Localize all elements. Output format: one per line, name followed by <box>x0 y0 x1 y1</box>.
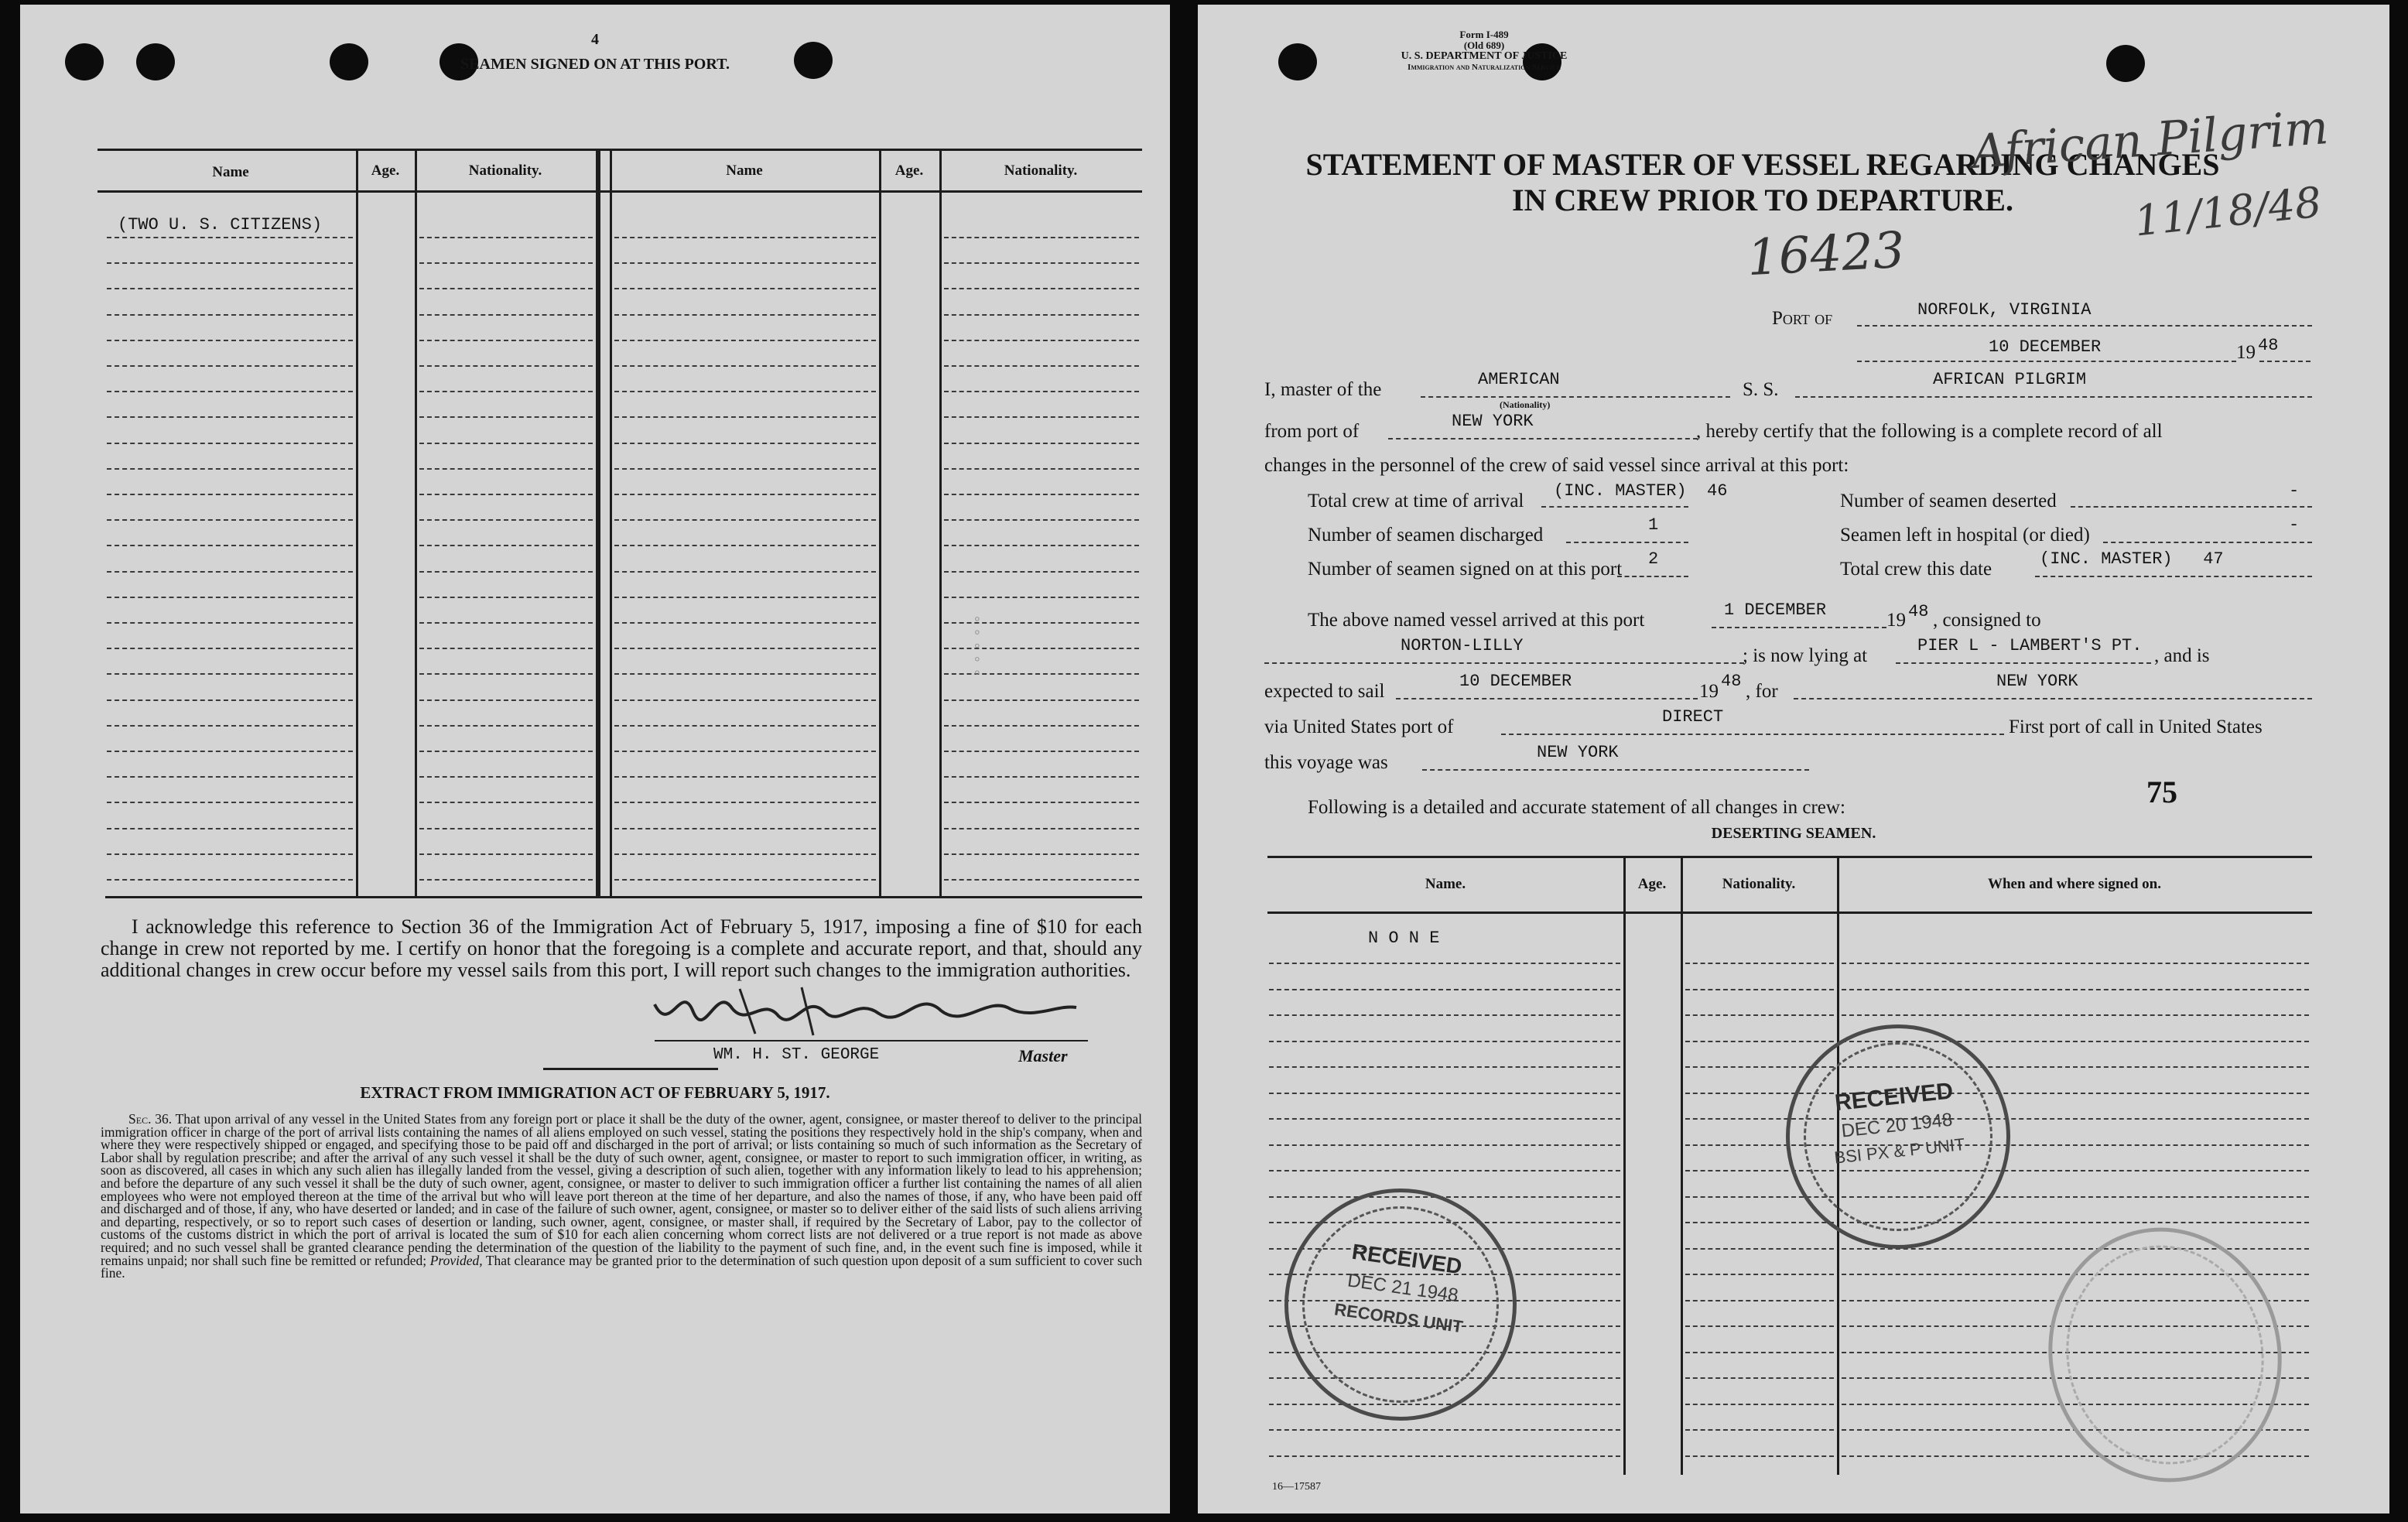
ss-label: S. S. <box>1743 379 1779 400</box>
column-header: When and where signed on. <box>1987 876 2161 892</box>
extract-body: That upon arrival of any vessel in the United States from any foreign port or place it shall be the duty of the owner, agent, consignee, or master thereof to deliver to the principal immigration officer in charge of the port of arrival lists containing the names of all aliens employed on such vessel, stating the positions they respectively hold in the ship's company, when and where they were respectively shipped or engaged, and specifying those to be paid off and discharged in the port of arrival; or lists containing so much of such information as the Secretary of Labor shall by regulation prescribe; and after the arrival of any such vessel it shall be the duty of such owner, agent, consignee, or master to report to such immigration officer, in writing, as soon as discovered, all cases in which any such alien has illegally landed from the vessel, giving a description of such alien, together with any information likely to lead to his apprehension; and before the departure of any such vessel it shall be the duty of such owner, agent, consignee, or master to deliver to such immigration officer a further list containing the names of all alien employees who were not employed thereon at the time of the arrival but who will leave port thereon at the time of her departure, and also the names of those, if any, who have been paid off and discharged and of those, if any, who have deserted or landed; and in case of the failure of such owner, agent, consignee, or master so to deliver either of the said lists of such aliens arriving and departing, respectively, or so to report such cases of desertion or landing, such owner, agent, consignee, or master shall, if required by the Secretary of Labor, pay to the collector of customs of the customs district in which the port of arrival is located the sum of $10 for each alien concerning whom correct lists are not delivered or a true report is not made as above required; and no such vessel shall be granted clearance pending the determination of the question of the liability to the payment of such fine, and, in the event such fine is imposed, while it remains unpaid; nor shall such fine be remitted or refunded; <box>101 1111 1142 1268</box>
table-row-line <box>614 443 876 444</box>
agency-name: U. S. DEPARTMENT OF JUSTICE <box>1401 50 1568 62</box>
port-value: NORFOLK, VIRGINIA <box>1917 300 2092 320</box>
table-column-rule <box>1623 856 1626 1475</box>
table-row-line <box>1685 1325 1834 1327</box>
table-row-line <box>614 648 876 649</box>
table-row-line <box>614 802 876 803</box>
first-call-label: First port of call in United States <box>2009 717 2263 737</box>
arrived-label: The above named vessel arrived at this port <box>1308 610 1645 631</box>
table-row-line <box>1685 1014 1834 1016</box>
column-header: Age. <box>894 162 924 179</box>
table-row-line <box>1269 1170 1620 1171</box>
table-row-line <box>944 519 1139 521</box>
table-row-line <box>614 725 876 727</box>
table-row-line <box>107 879 353 881</box>
table-row-line <box>1269 963 1620 964</box>
table-row-line <box>944 237 1139 238</box>
table-row-line <box>107 597 353 598</box>
table-row-line <box>107 443 353 444</box>
table-row-line <box>107 468 353 470</box>
table-row-line <box>614 545 876 546</box>
stamp-date: DEC 21 1948 <box>1346 1270 1460 1307</box>
table-row-line <box>1685 989 1834 990</box>
table-row-line <box>107 828 353 829</box>
table-row-line <box>614 262 876 264</box>
table-row-line <box>944 468 1139 470</box>
table-row-line <box>944 802 1139 803</box>
following-text: Following is a detailed and accurate statement of all changes in crew: <box>1308 797 1845 818</box>
separator-rule <box>543 1068 718 1070</box>
year-prefix: 19 <box>2236 342 2256 363</box>
arrived-year-value: 48 <box>1908 602 1929 621</box>
for-label: , for <box>1746 681 1778 702</box>
table-row-line <box>944 725 1139 727</box>
table-row-line <box>419 519 593 521</box>
table-row-line <box>944 571 1139 573</box>
right-page <box>1198 5 2389 1513</box>
table-row-line <box>419 340 593 341</box>
table-row-line <box>944 443 1139 444</box>
and-is-label: , and is <box>2154 645 2210 666</box>
fill-line <box>1857 325 2312 327</box>
table-row-line <box>419 237 593 238</box>
table-column-rule <box>596 149 600 896</box>
table-row-line <box>614 571 876 573</box>
via-value: DIRECT <box>1662 707 1724 727</box>
stamp-date: DEC 20 1948 <box>1840 1109 1954 1142</box>
table-row-line <box>1269 1041 1620 1042</box>
table-row-line <box>107 494 353 495</box>
table-row-line <box>1269 1429 1620 1431</box>
table-column-rule <box>939 149 942 896</box>
total-arrival-label: Total crew at time of arrival <box>1308 491 1524 511</box>
table-row-line <box>614 879 876 881</box>
table-row-line <box>944 828 1139 829</box>
table-row-line <box>944 314 1139 316</box>
stamp-received: RECEIVED <box>1833 1078 1955 1117</box>
footer-code: 16—17587 <box>1272 1481 1321 1493</box>
sail-year-value: 48 <box>1721 672 1742 691</box>
table-row-line <box>614 751 876 752</box>
table-row-line <box>614 622 876 624</box>
extract-proviso-label: Provided, <box>429 1252 483 1268</box>
table-row-line <box>944 853 1139 855</box>
port-label: Port of <box>1772 308 1833 329</box>
table-row-line <box>614 853 876 855</box>
table-row-line <box>107 416 353 418</box>
table-rule <box>1267 911 2312 914</box>
table-row-line <box>107 288 353 289</box>
received-stamp-records <box>1270 1174 1532 1436</box>
extract-text <box>101 1113 1142 1280</box>
table-row-line <box>614 699 876 701</box>
stamp-unit: RECORDS UNIT <box>1332 1299 1465 1337</box>
table-row-line <box>1842 1014 2309 1016</box>
table-row-line <box>614 519 876 521</box>
from-port-value: NEW YORK <box>1452 412 1534 431</box>
page-mark: 75 <box>2146 775 2177 809</box>
table-row-line <box>614 314 876 316</box>
table-row-line <box>944 776 1139 778</box>
sail-label: expected to sail <box>1264 681 1385 702</box>
table-row-line <box>944 751 1139 752</box>
deserted-value: - <box>2289 481 2300 501</box>
table-row-line <box>1685 1404 1834 1405</box>
signature-line <box>655 1040 1088 1041</box>
total-today-label: Total crew this date <box>1840 559 1992 580</box>
table-row-line <box>107 262 353 264</box>
table-row-line <box>107 237 353 238</box>
fill-line <box>1795 396 2312 398</box>
table-row-line <box>614 237 876 238</box>
table-row-line <box>419 416 593 418</box>
fill-line <box>2259 361 2311 362</box>
table-row-line <box>419 751 593 752</box>
table-row-line <box>419 648 593 649</box>
table-rule <box>105 896 1142 898</box>
from-port-label: from port of <box>1264 421 1360 442</box>
arrived-year-prefix: 19 <box>1886 610 1906 631</box>
section-title: SEAMEN SIGNED ON AT THIS PORT. <box>460 56 730 73</box>
signed-on-value: 2 <box>1648 549 1659 569</box>
table-column-rule <box>356 149 358 896</box>
table-row-line <box>944 494 1139 495</box>
table-row-line <box>944 879 1139 881</box>
table-row-line <box>1685 1300 1834 1301</box>
table-row-line <box>419 391 593 392</box>
punch-hole <box>1278 43 1317 80</box>
fill-line <box>1857 361 2236 362</box>
column-header: Age. <box>1637 876 1667 892</box>
fill-line <box>1794 698 2312 699</box>
column-header: Age. <box>371 162 400 179</box>
table-row-line <box>419 725 593 727</box>
table-rule <box>1267 856 2312 858</box>
column-header: Name <box>212 164 249 180</box>
table-row-line <box>419 443 593 444</box>
form-title-line2: IN CREW PRIOR TO DEPARTURE. <box>1512 183 2013 217</box>
table-row-line <box>419 673 593 675</box>
table-row-line <box>419 262 593 264</box>
table-row-line <box>1685 963 1834 964</box>
table-row-line <box>419 622 593 624</box>
table-row-line <box>107 314 353 316</box>
signed-on-label: Number of seamen signed on at this port <box>1308 559 1623 580</box>
table-row-line <box>614 391 876 392</box>
consigned-label: , consigned to <box>1933 610 2041 631</box>
table-row-line <box>944 340 1139 341</box>
berth-value: PIER L - LAMBERT'S PT. <box>1917 636 2143 655</box>
table-row-line <box>419 288 593 289</box>
table-row-line <box>419 545 593 546</box>
table-row-line <box>419 365 593 367</box>
form-number-line: Form I-489 <box>1459 29 1509 40</box>
signature <box>647 973 1080 1043</box>
discharged-label: Number of seamen discharged <box>1308 525 1544 546</box>
faint-stamp <box>2025 1206 2305 1503</box>
fill-line <box>1264 662 1744 664</box>
table-row-line <box>419 571 593 573</box>
hospital-label: Seamen left in hospital (or died) <box>1840 525 2090 546</box>
punch-hole <box>2106 45 2145 82</box>
nationality-caption: (Nationality) <box>1500 399 1551 410</box>
table-row-line <box>944 288 1139 289</box>
fill-line <box>2103 542 2312 543</box>
left-page <box>20 5 1170 1513</box>
table-row-line <box>107 853 353 855</box>
table-row-line <box>107 340 353 341</box>
faint-stamp: ◦ ◦ ◦ ◦ ◦ <box>968 616 987 677</box>
form-number <box>1368 29 1600 73</box>
table-row-line <box>107 699 353 701</box>
table-row-line <box>614 776 876 778</box>
column-header: Nationality. <box>468 162 542 179</box>
table-row-line <box>944 416 1139 418</box>
table-row-line <box>944 391 1139 392</box>
table-row: (TWO U. S. CITIZENS) <box>118 215 323 234</box>
discharged-value: 1 <box>1648 515 1659 535</box>
table-row-line <box>944 545 1139 546</box>
extract-title: EXTRACT FROM IMMIGRATION ACT OF FEBRUARY 5, 1917. <box>360 1083 830 1102</box>
table-row-line <box>419 802 593 803</box>
table-row-line <box>107 648 353 649</box>
table-column-rule <box>610 149 612 896</box>
table-row-line <box>419 879 593 881</box>
fill-line <box>2035 576 2312 577</box>
lying-label: ; is now lying at <box>1743 645 1868 666</box>
table-rule <box>97 190 1142 193</box>
table-row-line <box>1842 963 2309 964</box>
table-column-rule <box>415 149 417 896</box>
table-row-line <box>107 725 353 727</box>
table-row-line <box>614 597 876 598</box>
master-label: Master <box>1018 1046 1068 1065</box>
table-row-line <box>107 365 353 367</box>
table-row-line <box>107 776 353 778</box>
table-row-line <box>419 828 593 829</box>
table-row-line <box>419 699 593 701</box>
certify-text: , hereby certify that the following is a complete record of all <box>1696 421 2163 442</box>
table-row-line <box>1269 1118 1620 1120</box>
extract-proviso: That clearance may be granted prior to the determination of such question upon deposit of a sum sufficient to cover such fine. <box>101 1252 1143 1281</box>
voyage-value: NEW YORK <box>1537 743 1619 762</box>
table-row: N O N E <box>1368 929 1440 948</box>
fill-line <box>1501 734 2004 735</box>
table-row-line <box>614 468 876 470</box>
fill-line <box>1396 698 1698 699</box>
table-row-line <box>1685 1429 1834 1431</box>
page-number: 4 <box>591 31 599 48</box>
hospital-value: - <box>2289 515 2300 535</box>
table-column-rule <box>879 149 881 896</box>
handwritten-date: 11/18/48 <box>2132 177 2324 246</box>
fill-line <box>1388 438 1698 439</box>
table-row-line <box>614 340 876 341</box>
fill-line <box>1896 662 2151 664</box>
table-row-line <box>1269 1066 1620 1068</box>
table-row-line <box>107 751 353 752</box>
table-row-line <box>1685 1248 1834 1250</box>
table-row-line <box>614 416 876 418</box>
fill-line <box>1566 542 1688 543</box>
year-value: 48 <box>2258 336 2279 355</box>
fill-line <box>2071 506 2312 508</box>
destination-value: NEW YORK <box>1996 672 2078 691</box>
sail-year-prefix: 19 <box>1699 681 1719 702</box>
table-column-rule <box>1681 856 1683 1475</box>
sail-value: 10 DECEMBER <box>1459 672 1572 691</box>
table-row-line <box>614 673 876 675</box>
total-arrival-value: (INC. MASTER) 46 <box>1554 481 1728 501</box>
table-row-line <box>944 699 1139 701</box>
table-row-line <box>1685 1377 1834 1379</box>
handwritten-file-number: 16423 <box>1746 221 1907 288</box>
deserted-label: Number of seamen deserted <box>1840 491 2057 511</box>
table-row-line <box>107 545 353 546</box>
table-row-line <box>944 365 1139 367</box>
table-row-line <box>944 262 1139 264</box>
table-row-line <box>419 494 593 495</box>
table-row-line <box>1269 989 1620 990</box>
table-row-line <box>419 597 593 598</box>
arrived-value: 1 DECEMBER <box>1724 600 1827 620</box>
via-label: via United States port of <box>1264 717 1454 737</box>
column-header: Name <box>726 162 763 179</box>
fill-line <box>1422 769 1809 771</box>
agency-service: Immigration and Naturalization Service <box>1408 63 1561 72</box>
table-row-line <box>107 622 353 624</box>
fill-line <box>1712 627 1886 628</box>
stamp-received: RECEIVED <box>1350 1239 1464 1279</box>
table-row-line <box>1269 1014 1620 1016</box>
table-row-line <box>107 519 353 521</box>
table-row-line <box>419 776 593 778</box>
fill-line <box>1541 506 1688 508</box>
stamp-unit: BSI PX & P UNIT <box>1833 1134 1966 1168</box>
form-title-line1: STATEMENT OF MASTER OF VESSEL REGARDING CHANGES <box>1305 147 2220 182</box>
table-row-line <box>1685 1041 1834 1042</box>
acknowledgment-text: I acknowledge this reference to Section 36 of the Immigration Act of February 5, 1917, imposing a fine of $10 for each change in crew not reported by me. I certify on honor that the foregoing is a complete and accurate report, and that, should any additional changes in crew occur before my vessel sails from this port, I will report such changes to the immigration authorities. <box>101 915 1142 981</box>
certify-text-continued: changes in the personnel of the crew of said vessel since arrival at this port: <box>1264 455 1849 476</box>
deserting-title: DESERTING SEAMEN. <box>1711 825 1876 842</box>
nationality-value: AMERICAN <box>1478 370 1560 389</box>
fill-line <box>1617 576 1688 577</box>
table-row-line <box>1685 1352 1834 1353</box>
column-header: Name. <box>1425 876 1466 892</box>
table-row-line <box>944 597 1139 598</box>
table-row-line <box>1269 1144 1620 1146</box>
table-row-line <box>614 365 876 367</box>
column-header: Nationality. <box>1722 876 1796 892</box>
table-row-line <box>419 314 593 316</box>
master-of-label: I, master of the <box>1264 379 1382 400</box>
table-row-line <box>107 571 353 573</box>
fill-line <box>1421 396 1730 398</box>
table-row-line <box>107 802 353 803</box>
consignee-value: NORTON-LILLY <box>1401 636 1524 655</box>
table-row-line <box>614 828 876 829</box>
voyage-label: this voyage was <box>1264 752 1388 773</box>
table-rule <box>97 149 1142 151</box>
table-row-line <box>614 288 876 289</box>
vessel-name: AFRICAN PILGRIM <box>1933 370 2087 389</box>
table-row-line <box>107 391 353 392</box>
total-today-value: (INC. MASTER) 47 <box>2040 549 2224 569</box>
table-row-line <box>107 673 353 675</box>
table-row-line <box>419 468 593 470</box>
table-row-line <box>1269 1455 1620 1457</box>
table-row-line <box>614 494 876 495</box>
date-value: 10 DECEMBER <box>1989 337 2102 357</box>
table-row-line <box>419 853 593 855</box>
handwritten-vessel: African Pilgrim <box>1970 100 2331 180</box>
table-row-line <box>1842 989 2309 990</box>
table-row-line <box>1269 1093 1620 1094</box>
table-row-line <box>1685 1274 1834 1275</box>
form-number-old: (Old 689) <box>1463 39 1505 51</box>
table-row-line <box>1685 1455 1834 1457</box>
extract-label: Sec. 36. <box>128 1111 173 1127</box>
master-name: WM. H. ST. GEORGE <box>713 1046 880 1064</box>
column-header: Nationality. <box>1004 162 1078 179</box>
table-row-line <box>1685 1222 1834 1223</box>
